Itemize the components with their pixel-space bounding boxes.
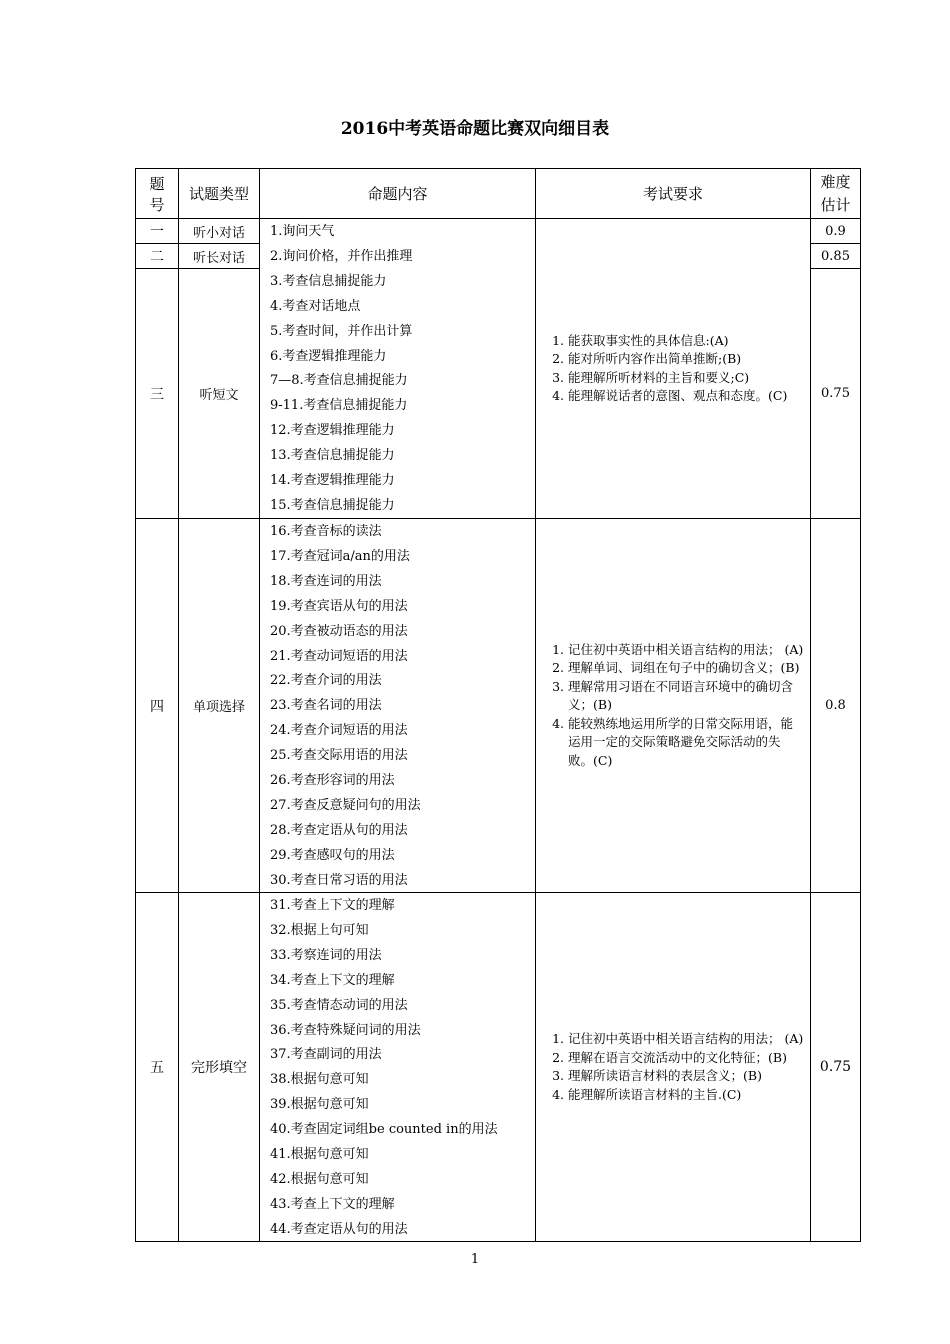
list-item: 34.考查上下文的理解 [270, 972, 395, 988]
page-number: 1 [470, 1252, 480, 1267]
listening-requirements [535, 218, 811, 519]
row-diff-2: 0.85 [810, 243, 861, 269]
list-item: 36.考查特殊疑问词的用法 [270, 1022, 421, 1038]
list-item: 30.考查日常习语的用法 [270, 872, 408, 888]
list-item: 16.考查音标的读法 [270, 524, 382, 539]
list-item: 13.考查信息捕捉能力 [270, 448, 395, 464]
row-type-1: 听小对话 [178, 218, 260, 244]
requirement-item: 2. 理解单词、词组在句子中的确切含义；(B) [568, 659, 804, 678]
list-item: 3.考查信息捕捉能力 [270, 273, 387, 289]
list-item: 25.考查交际用语的用法 [270, 748, 408, 764]
row-diff-3: 0.75 [810, 268, 861, 519]
list-item: 42.根据句意可知 [270, 1171, 369, 1187]
list-item: 7—8.考查信息捕捉能力 [270, 373, 408, 389]
requirement-item: 1. 记住初中英语中相关语言结构的用法； (A) [568, 641, 804, 660]
requirement-item: 3. 理解常用习语在不同语言环境中的确切含义；(B) [568, 678, 804, 715]
list-item: 37.考查副词的用法 [270, 1047, 382, 1063]
list-item: 35.考查情态动词的用法 [270, 997, 408, 1013]
requirement-item: 3. 能理解所听材料的主旨和要义;C) [568, 369, 787, 388]
list-item: 23.考查名词的用法 [270, 698, 382, 714]
header-num: 题号 [135, 168, 179, 219]
row-num-1: 一 [135, 218, 179, 244]
list-item: 5.考查时间，并作出计算 [270, 323, 413, 339]
list-item: 12.考查逻辑推理能力 [270, 423, 395, 439]
list-item: 29.考查感叹句的用法 [270, 847, 395, 863]
list-item: 33.考察连词的用法 [270, 947, 382, 963]
list-item: 24.考查介词短语的用法 [270, 723, 408, 739]
list-item: 6.考查逻辑推理能力 [270, 348, 387, 364]
row-num-3: 三 [135, 268, 179, 519]
requirement-item: 2. 能对所听内容作出简单推断;(B) [568, 350, 787, 369]
list-item: 18.考查连词的用法 [270, 573, 382, 589]
choice-requirements [535, 518, 811, 893]
listening-content [259, 218, 536, 519]
requirement-item: 4. 能较熟练地运用所学的日常交际用语，能运用一定的交际策略避免交际活动的失败。(C) [568, 715, 804, 771]
list-item: 28.考查定语从句的用法 [270, 822, 408, 838]
cloze-requirements [535, 892, 811, 1242]
list-item: 21.考查动词短语的用法 [270, 648, 408, 664]
row-num-5: 五 [135, 892, 179, 1242]
list-item: 26.考查形容词的用法 [270, 773, 395, 789]
list-item: 2.询问价格，并作出推理 [270, 248, 413, 264]
list-item: 15.考查信息捕捉能力 [270, 497, 395, 513]
header-difficulty: 难度估计 [810, 168, 861, 219]
header-content: 命题内容 [259, 168, 536, 219]
header-requirements: 考试要求 [535, 168, 811, 219]
requirement-item: 3. 理解所读语言材料的表层含义；(B) [568, 1067, 803, 1086]
list-item: 32.根据上句可知 [270, 922, 369, 938]
row-type-5: 完形填空 [178, 892, 260, 1242]
list-item: 20.考查被动语态的用法 [270, 623, 408, 639]
list-item: 27.考查反意疑问句的用法 [270, 797, 421, 813]
header-type: 试题类型 [178, 168, 260, 219]
requirement-item: 1. 记住初中英语中相关语言结构的用法； (A) [568, 1030, 803, 1049]
list-item: 43.考查上下文的理解 [270, 1196, 395, 1212]
row-diff-4: 0.8 [810, 518, 861, 893]
list-item: 31.考查上下文的理解 [270, 898, 395, 913]
list-item: 14.考查逻辑推理能力 [270, 473, 395, 489]
list-item: 22.考查介词的用法 [270, 673, 382, 689]
list-item: 39.根据句意可知 [270, 1097, 369, 1113]
row-type-3: 听短文 [178, 268, 260, 519]
row-type-4: 单项选择 [178, 518, 260, 893]
requirement-item: 2. 理解在语言交流活动中的文化特征；(B) [568, 1049, 803, 1068]
list-item: 4.考查对话地点 [270, 298, 361, 314]
list-item: 19.考查宾语从句的用法 [270, 598, 408, 614]
row-type-2: 听长对话 [178, 243, 260, 269]
list-item: 1.询问天气 [270, 224, 335, 239]
choice-content [259, 518, 536, 893]
list-item: 41.根据句意可知 [270, 1147, 369, 1163]
list-item: 38.根据句意可知 [270, 1072, 369, 1088]
list-item: 9-11.考查信息捕捉能力 [270, 398, 408, 414]
list-item: 40.考查固定词组be counted in的用法 [270, 1122, 498, 1138]
list-item: 44.考查定语从句的用法 [270, 1221, 408, 1237]
requirement-item: 4. 能理解所读语言材料的主旨.(C) [568, 1086, 803, 1105]
page-title: 2016中考英语命题比赛双向细目表 [340, 119, 610, 139]
requirement-item: 1. 能获取事实性的具体信息:(A) [568, 332, 787, 351]
list-item: 17.考查冠词a/an的用法 [270, 548, 410, 564]
row-diff-5: 0.75 [810, 892, 861, 1242]
row-num-2: 二 [135, 243, 179, 269]
requirement-item: 4. 能理解说话者的意图、观点和态度。(C) [568, 387, 787, 406]
row-diff-1: 0.9 [810, 218, 861, 244]
row-num-4: 四 [135, 518, 179, 893]
cloze-content [259, 892, 536, 1242]
